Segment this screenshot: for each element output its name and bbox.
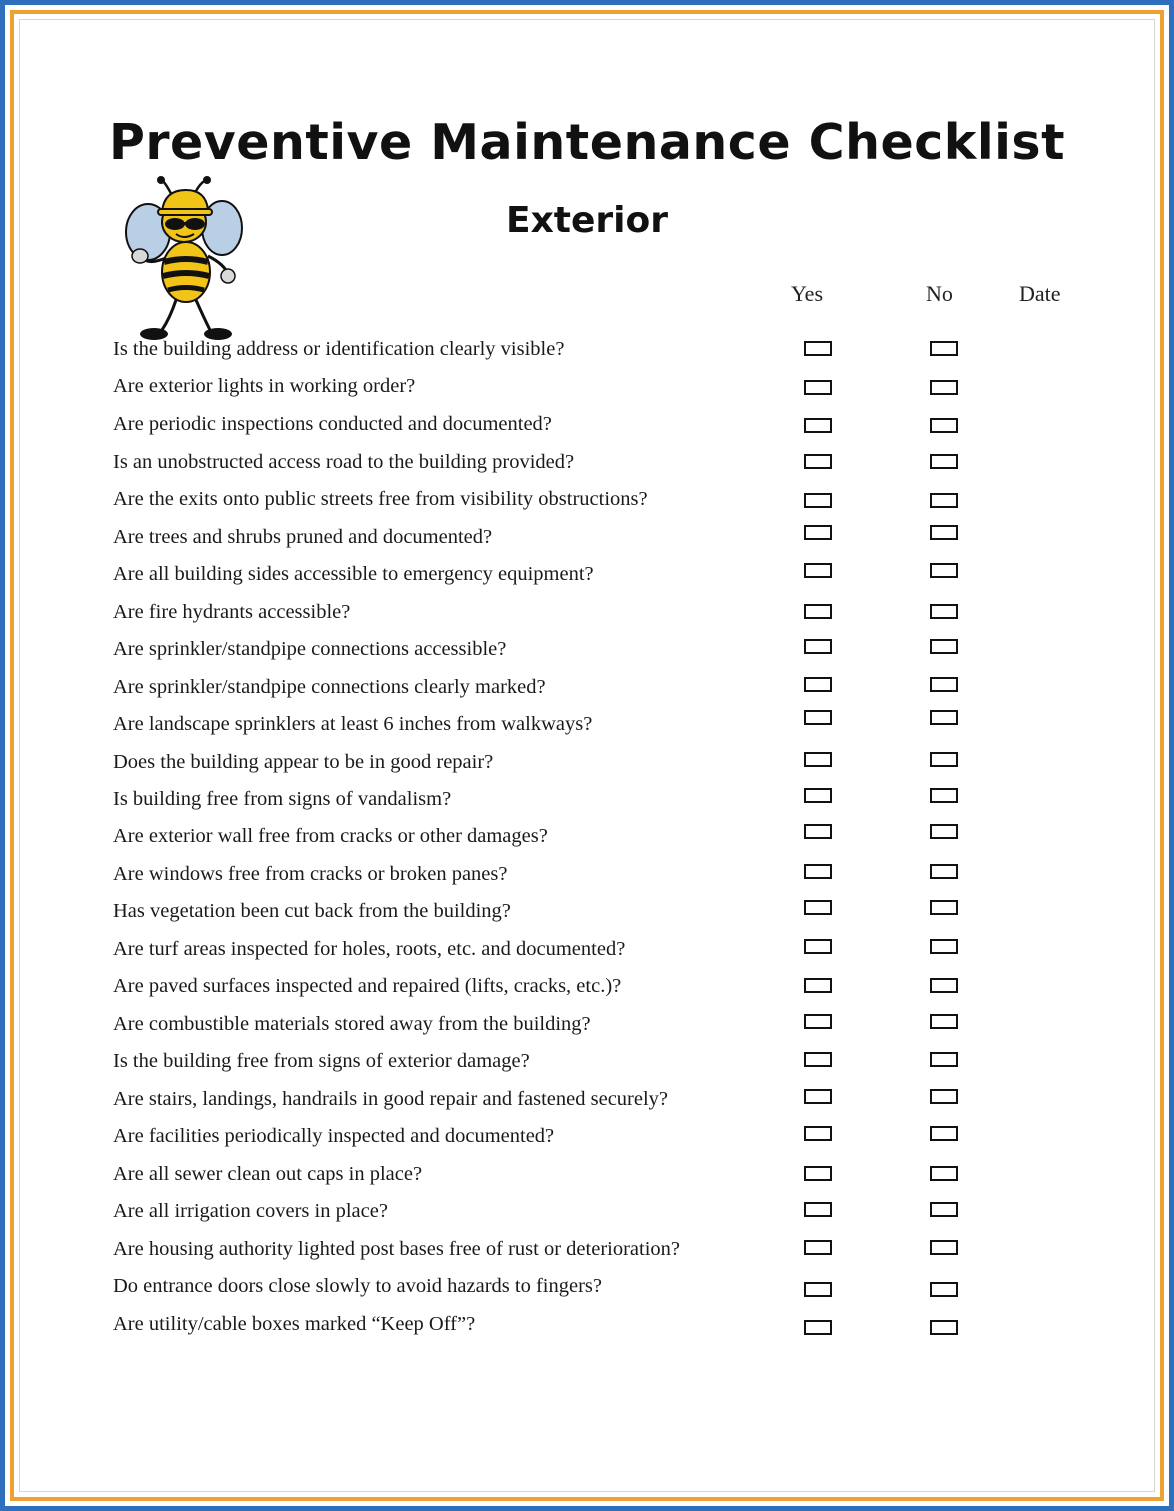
checklist-row xyxy=(113,824,1013,854)
column-header-yes: Yes xyxy=(791,281,824,306)
no-checkbox[interactable] xyxy=(930,418,958,433)
question-text: Are periodic inspections conducted and documented? xyxy=(113,413,552,435)
no-checkbox[interactable] xyxy=(930,563,958,578)
yes-checkbox[interactable] xyxy=(804,418,832,433)
no-checkbox[interactable] xyxy=(930,1240,958,1255)
no-checkbox[interactable] xyxy=(930,493,958,508)
bee-worker-icon xyxy=(124,176,244,344)
checklist-row xyxy=(113,937,1013,967)
no-checkbox[interactable] xyxy=(930,639,958,654)
checklist-row xyxy=(113,787,1013,817)
question-text: Are utility/cable boxes marked “Keep Off”? xyxy=(113,1313,476,1335)
no-checkbox[interactable] xyxy=(930,978,958,993)
checklist-row xyxy=(113,1087,1013,1117)
checklist-row xyxy=(113,1049,1013,1079)
no-checkbox[interactable] xyxy=(930,864,958,879)
question-text: Are stairs, landings, handrails in good repair and fastened securely? xyxy=(113,1088,669,1110)
yes-checkbox[interactable] xyxy=(804,1202,832,1217)
no-checkbox[interactable] xyxy=(930,1052,958,1067)
checklist-row xyxy=(113,487,1013,517)
checklist-row xyxy=(113,600,1013,630)
column-header-date: Date xyxy=(1019,281,1061,306)
no-checkbox[interactable] xyxy=(930,604,958,619)
question-text: Are all irrigation covers in place? xyxy=(113,1200,388,1222)
yes-checkbox[interactable] xyxy=(804,939,832,954)
question-text: Are sprinkler/standpipe connections clearly marked? xyxy=(113,676,546,698)
yes-checkbox[interactable] xyxy=(804,454,832,469)
question-text: Are paved surfaces inspected and repaired (lifts, cracks, etc.)? xyxy=(113,975,622,997)
question-text: Are trees and shrubs pruned and documented? xyxy=(113,526,493,548)
checklist-row xyxy=(113,675,1013,705)
no-checkbox[interactable] xyxy=(930,1282,958,1297)
checklist-row xyxy=(113,412,1013,442)
page-title: Preventive Maintenance Checklist xyxy=(108,114,1066,171)
yes-checkbox[interactable] xyxy=(804,1320,832,1335)
yes-checkbox[interactable] xyxy=(804,341,832,356)
question-text: Are all building sides accessible to emergency equipment? xyxy=(113,563,594,585)
checklist-row xyxy=(113,1237,1013,1267)
no-checkbox[interactable] xyxy=(930,677,958,692)
yes-checkbox[interactable] xyxy=(804,1166,832,1181)
checklist-row xyxy=(113,750,1013,780)
question-text: Is the building address or identification clearly visible? xyxy=(113,338,565,360)
yes-checkbox[interactable] xyxy=(804,525,832,540)
yes-checkbox[interactable] xyxy=(804,788,832,803)
question-text: Are windows free from cracks or broken panes? xyxy=(113,863,508,885)
question-text: Are landscape sprinklers at least 6 inches from walkways? xyxy=(113,713,593,735)
yes-checkbox[interactable] xyxy=(804,1052,832,1067)
question-text: Do entrance doors close slowly to avoid hazards to fingers? xyxy=(113,1275,603,1297)
question-text: Are combustible materials stored away from the building? xyxy=(113,1013,591,1035)
question-text: Is an unobstructed access road to the building provided? xyxy=(113,451,575,473)
yes-checkbox[interactable] xyxy=(804,604,832,619)
checklist-row xyxy=(113,899,1013,929)
checklist-row xyxy=(113,862,1013,892)
no-checkbox[interactable] xyxy=(930,454,958,469)
question-text: Is the building free from signs of exterior damage? xyxy=(113,1050,530,1072)
no-checkbox[interactable] xyxy=(930,1126,958,1141)
page-subtitle: Exterior xyxy=(505,200,669,241)
checklist-row xyxy=(113,525,1013,555)
checklist-row xyxy=(113,1012,1013,1042)
question-text: Are facilities periodically inspected and documented? xyxy=(113,1125,555,1147)
no-checkbox[interactable] xyxy=(930,1089,958,1104)
question-text: Are turf areas inspected for holes, roots, etc. and documented? xyxy=(113,938,626,960)
question-text: Is building free from signs of vandalism? xyxy=(113,788,452,810)
no-checkbox[interactable] xyxy=(930,525,958,540)
yes-checkbox[interactable] xyxy=(804,1240,832,1255)
checklist-row xyxy=(113,1162,1013,1192)
yes-checkbox[interactable] xyxy=(804,1014,832,1029)
question-text: Are housing authority lighted post bases free of rust or deterioration? xyxy=(113,1238,681,1260)
question-text: Are the exits onto public streets free from visibility obstructions? xyxy=(113,488,648,510)
yes-checkbox[interactable] xyxy=(804,1282,832,1297)
question-text: Does the building appear to be in good repair? xyxy=(113,751,494,773)
checklist-row xyxy=(113,562,1013,592)
document-page xyxy=(19,19,1155,1492)
yes-checkbox[interactable] xyxy=(804,824,832,839)
checklist-row xyxy=(113,374,1013,404)
yes-checkbox[interactable] xyxy=(804,1089,832,1104)
no-checkbox[interactable] xyxy=(930,1320,958,1335)
question-text: Are sprinkler/standpipe connections accessible? xyxy=(113,638,507,660)
question-text: Are exterior lights in working order? xyxy=(113,375,416,397)
yes-checkbox[interactable] xyxy=(804,563,832,578)
yes-checkbox[interactable] xyxy=(804,1126,832,1141)
no-checkbox[interactable] xyxy=(930,900,958,915)
no-checkbox[interactable] xyxy=(930,788,958,803)
yes-checkbox[interactable] xyxy=(804,752,832,767)
no-checkbox[interactable] xyxy=(930,939,958,954)
column-header-no: No xyxy=(926,281,953,306)
no-checkbox[interactable] xyxy=(930,710,958,725)
no-checkbox[interactable] xyxy=(930,341,958,356)
checklist-row xyxy=(113,1312,1013,1342)
checklist-row xyxy=(113,450,1013,480)
checklist-row xyxy=(113,974,1013,1004)
yes-checkbox[interactable] xyxy=(804,677,832,692)
no-checkbox[interactable] xyxy=(930,1202,958,1217)
no-checkbox[interactable] xyxy=(930,380,958,395)
no-checkbox[interactable] xyxy=(930,824,958,839)
yes-checkbox[interactable] xyxy=(804,380,832,395)
checklist-row xyxy=(113,637,1013,667)
no-checkbox[interactable] xyxy=(930,1166,958,1181)
checklist-row xyxy=(113,337,1013,367)
question-text: Are fire hydrants accessible? xyxy=(113,601,351,623)
yes-checkbox[interactable] xyxy=(804,493,832,508)
checklist-row xyxy=(113,1274,1013,1304)
yes-checkbox[interactable] xyxy=(804,710,832,725)
yes-checkbox[interactable] xyxy=(804,864,832,879)
no-checkbox[interactable] xyxy=(930,752,958,767)
yes-checkbox[interactable] xyxy=(804,639,832,654)
question-text: Has vegetation been cut back from the building? xyxy=(113,900,511,922)
yes-checkbox[interactable] xyxy=(804,900,832,915)
yes-checkbox[interactable] xyxy=(804,978,832,993)
question-text: Are exterior wall free from cracks or other damages? xyxy=(113,825,548,847)
checklist-row xyxy=(113,712,1013,742)
checklist-row xyxy=(113,1124,1013,1154)
checklist-row xyxy=(113,1199,1013,1229)
question-text: Are all sewer clean out caps in place? xyxy=(113,1163,423,1185)
no-checkbox[interactable] xyxy=(930,1014,958,1029)
